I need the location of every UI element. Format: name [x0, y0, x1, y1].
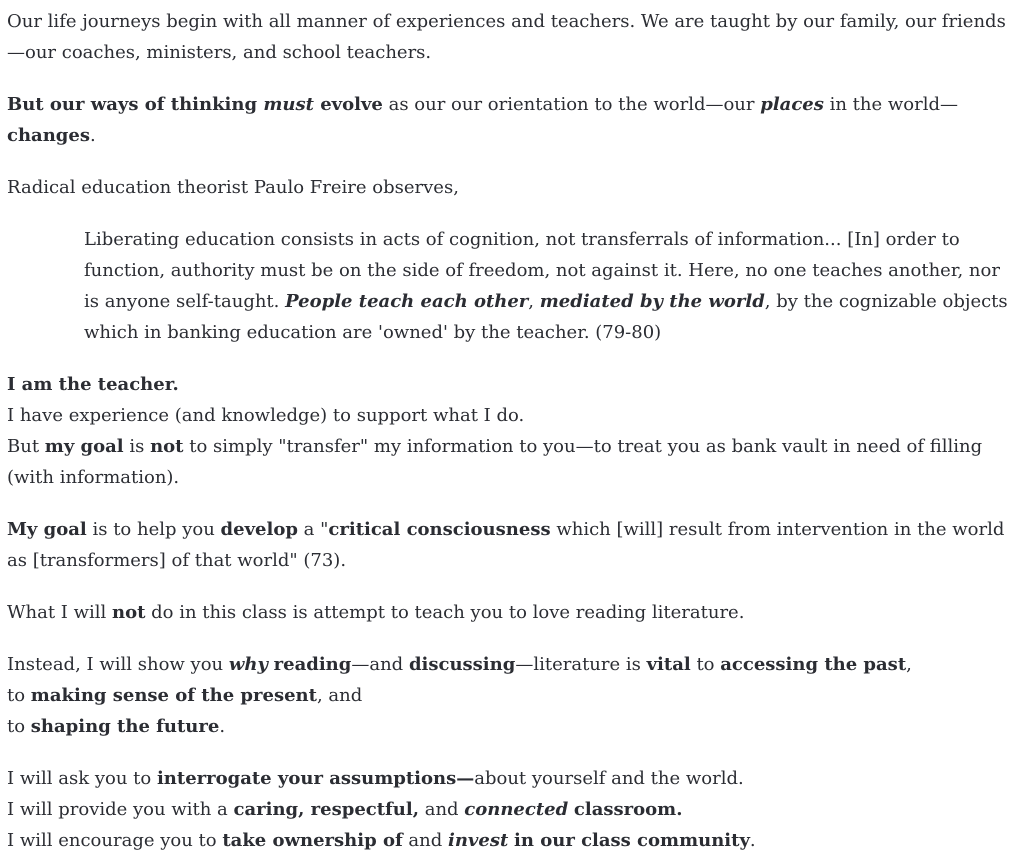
- text-segment: to: [7, 716, 31, 737]
- text-segment: Our life journeys begin with all manner of experiences and teachers. We are taught by our family, our friends—our coaches, ministers, and school teachers.: [7, 11, 1006, 63]
- text-segment: .: [89, 125, 96, 146]
- text-segment: must: [263, 94, 314, 115]
- text-segment: .: [749, 830, 756, 851]
- para-commitments: [7, 763, 1016, 856]
- text-segment: my goal: [44, 436, 124, 457]
- text-segment: not: [112, 602, 146, 623]
- text-segment: connected: [464, 799, 569, 820]
- text-segment: ,: [906, 654, 912, 675]
- text-segment: evolve: [313, 94, 383, 115]
- text-segment: develop: [220, 519, 298, 540]
- para-instead: [7, 649, 1016, 742]
- para-intro: [7, 6, 1016, 68]
- text-segment: Instead, I will show you: [7, 654, 229, 675]
- text-segment: why: [228, 654, 268, 675]
- text-segment: I will provide you with a: [7, 799, 234, 820]
- text-segment: to simply "transfer" my information to you—to treat you as bank vault in need of filling (with information).: [7, 436, 983, 488]
- para-freire-intro: [7, 172, 1016, 203]
- text-segment: shaping the future: [30, 716, 220, 737]
- text-segment: to: [690, 654, 721, 675]
- text-segment: I will ask you to: [7, 768, 157, 789]
- text-segment: I will encourage you to: [7, 830, 223, 851]
- text-segment: But our ways of thinking: [7, 94, 264, 115]
- text-segment: , by the cognizable objects which in banking education are 'owned' by the teacher. (79-80): [84, 291, 1008, 343]
- text-segment: a ": [297, 519, 329, 540]
- text-segment: making sense of the present: [30, 685, 317, 706]
- text-segment: .: [219, 716, 226, 737]
- text-segment: invest: [448, 830, 509, 851]
- text-segment: My goal: [7, 519, 87, 540]
- text-segment: What I will: [7, 602, 113, 623]
- text-segment: , and: [316, 685, 363, 706]
- text-segment: mediated by the world: [539, 291, 765, 312]
- para-i-am-the-teacher: [7, 369, 1016, 493]
- text-segment: discussing: [408, 654, 516, 675]
- text-segment: about yourself and the world.: [474, 768, 744, 789]
- text-segment: as our our orientation to the world—our: [382, 94, 761, 115]
- text-segment: which [will] result from intervention in the world as [transformers] of that world" (73).: [7, 519, 1005, 571]
- text-segment: reading: [273, 654, 352, 675]
- text-segment: classroom.: [573, 799, 683, 820]
- text-segment: caring, respectful,: [233, 799, 419, 820]
- para-my-goal: [7, 514, 1016, 576]
- text-segment: is to help you: [86, 519, 221, 540]
- text-segment: and: [402, 830, 448, 851]
- text-segment: People teach each other: [285, 291, 529, 312]
- text-segment: Radical education theorist Paulo Freire observes,: [7, 177, 459, 198]
- text-segment: do in this class is attempt to teach you to love reading literature.: [145, 602, 745, 623]
- text-segment: places: [760, 94, 824, 115]
- text-segment: I have experience (and knowledge) to support what I do.: [7, 405, 525, 426]
- text-segment: accessing the past: [720, 654, 907, 675]
- text-segment: take ownership of: [222, 830, 403, 851]
- quote-freire: [84, 224, 1016, 348]
- para-what-not: [7, 597, 1016, 628]
- text-segment: Liberating education consists in acts of cognition, not transferrals of information... [In] order to function, authority must be on the side of freedom, not against it. Here, no one teaches another, nor is anyone self-taught.: [84, 229, 1000, 312]
- text-segment: in the world—: [823, 94, 958, 115]
- text-segment: —and: [351, 654, 409, 675]
- text-segment: in our class community: [514, 830, 750, 851]
- text-segment: to: [7, 685, 31, 706]
- text-segment: —literature is: [515, 654, 647, 675]
- text-segment: is: [123, 436, 151, 457]
- text-segment: not: [150, 436, 184, 457]
- text-segment: vital: [646, 654, 691, 675]
- text-segment: changes: [7, 125, 90, 146]
- text-segment: critical consciousness: [328, 519, 551, 540]
- text-segment: But: [7, 436, 45, 457]
- text-segment: and: [418, 799, 465, 820]
- text-segment: interrogate your assumptions—: [156, 768, 475, 789]
- para-ways-of-thinking: [7, 89, 1016, 151]
- text-segment: I am the teacher.: [7, 374, 179, 395]
- text-segment: ,: [528, 291, 540, 312]
